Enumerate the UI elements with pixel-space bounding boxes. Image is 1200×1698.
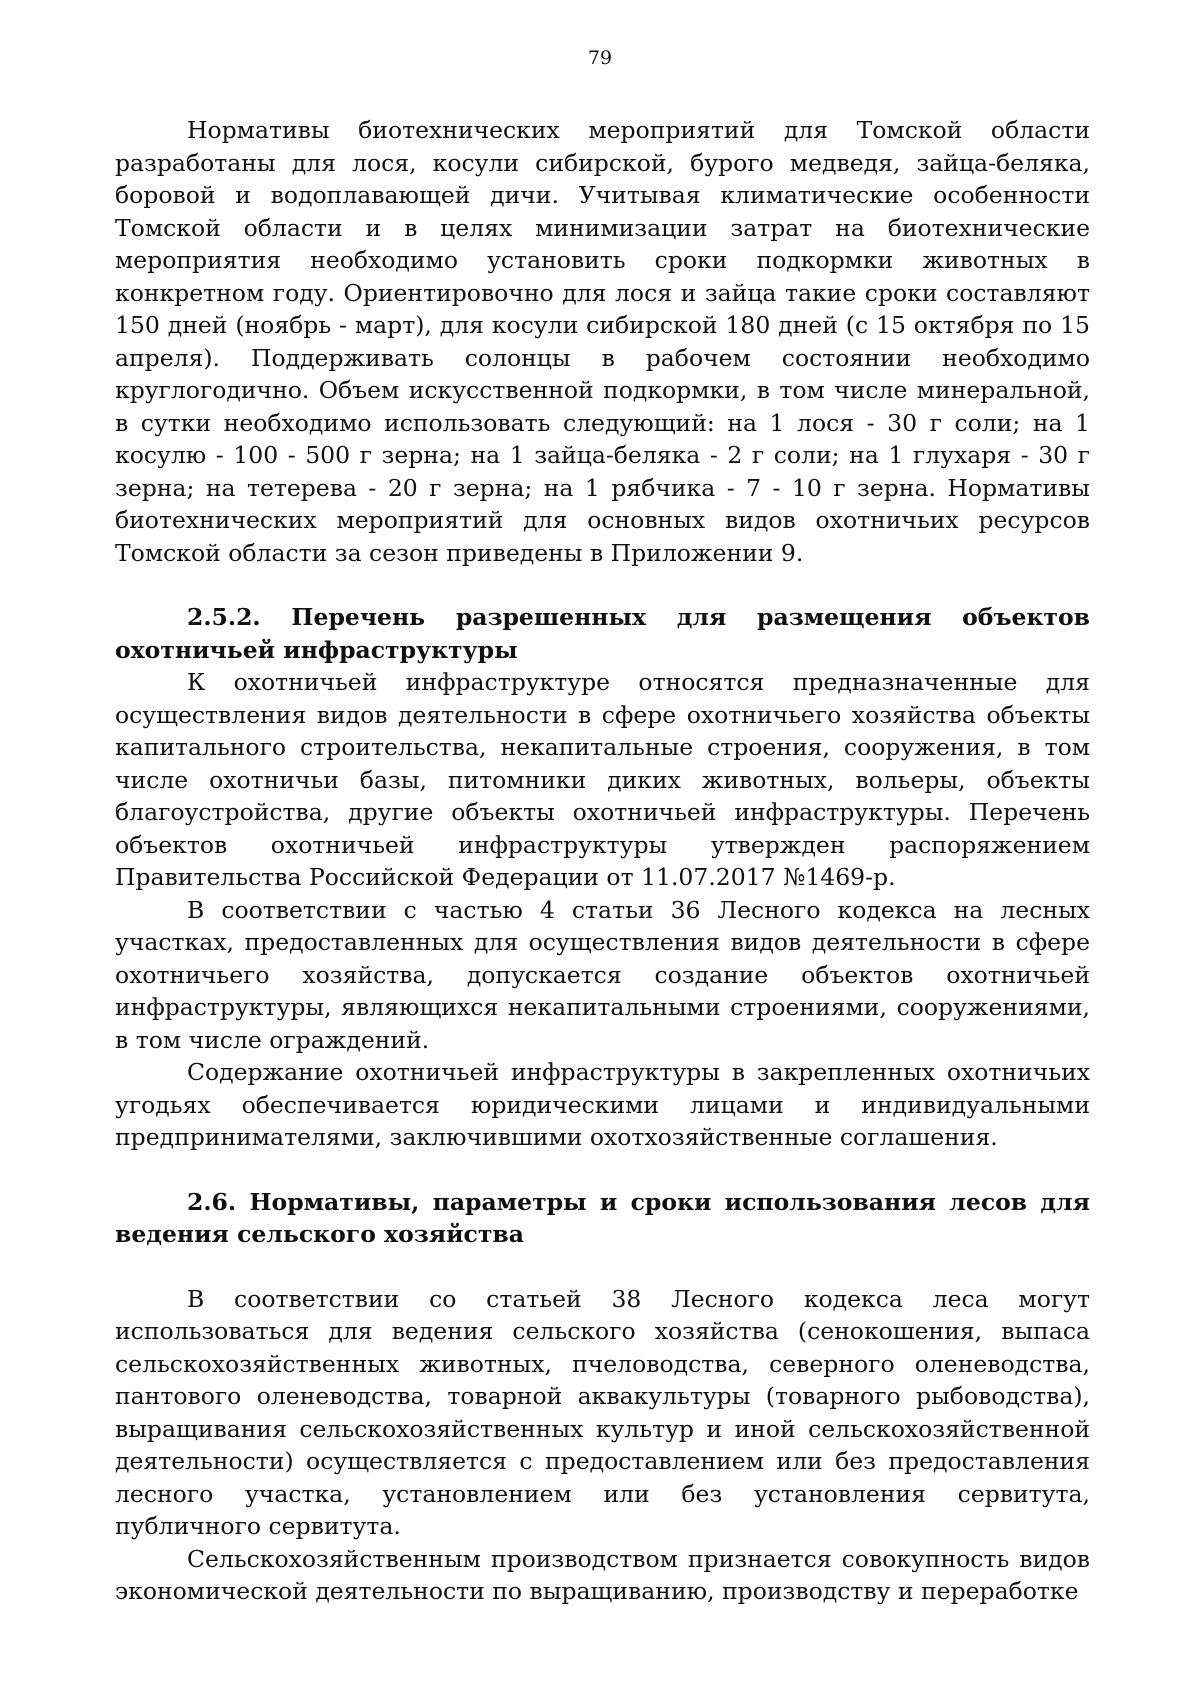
section-heading-2-6: 2.6. Нормативы, параметры и сроки использования лесов для ведения сельского хозяйства — [115, 1187, 1090, 1248]
section-heading-2-5-2: 2.5.2. Перечень разрешенных для размещения объектов охотничьей инфраструктуры — [115, 603, 1090, 664]
paragraph-forest-code-36: В соответствии с частью 4 статьи 36 Лесного кодекса на лесных участках, предоставленных для осуществления видов деятельности в сфере охотничьего хозяйства, допускается создание объектов охотничьей инфраструктуры, являющихся некапитальными строениями, сооружениями, в том числе ограждений. — [115, 895, 1090, 1054]
page-number: 79 — [587, 47, 613, 69]
paragraph-agricultural-production: Сельскохозяйственным производством признается совокупность видов экономической деятельности по выращиванию, производству и переработке — [115, 1544, 1090, 1605]
paragraph-infrastructure-maintenance: Содержание охотничьей инфраструктуры в закрепленных охотничьих угодьях обеспечивается юридическими лицами и индивидуальными предпринимателями, заключившими охотхозяйственные соглашения. — [115, 1058, 1090, 1151]
document-body — [115, 114, 1090, 1608]
paragraph-forest-code-38: В соответствии со статьей 38 Лесного кодекса леса могут использоваться для ведения сельского хозяйства (сенокошения, выпаса сельскохозяйственных животных, пчеловодства, северного оленеводства, пантового оленеводства, товарной аквакультуры (товарного рыбоводства), выращивания сельскохозяйственных культур и иной сельскохозяйственной деятельности) осуществляется с предоставлением или без предоставления лесного участка, установлением или без установления сервитута, публичного сервитута. — [115, 1284, 1090, 1540]
paragraph-biotech-norms: Нормативы биотехнических мероприятий для Томской области разработаны для лося, косули сибирской, бурого медведя, зайца-беляка, боровой и водоплавающей дичи. Учитывая климатические особенности Томской области и в целях минимизации затрат на биотехнические мероприятия необходимо установить сроки подкормки животных в конкретном году. Ориентировочно для лося и зайца такие сроки составляют 150 дней (ноябрь - март), для косули сибирской 180 дней (с 15 октября по 15 апреля). Поддерживать солонцы в рабочем состоянии необходимо круглогодично. Объем искусственной подкормки, в том числе минеральной, в сутки необходимо использовать следующий: на 1 лося - 30 г соли; на 1 косулю - 100 - 500 г зерна; на 1 зайца-беляка - 2 г соли; на 1 глухаря - 30 г зерна; на тетерева - 20 г зерна; на 1 рябчика - 7 - 10 г зерна. Нормативы биотехнических мероприятий для основных видов охотничьих ресурсов Томской области за сезон приведены в Приложении 9. — [115, 116, 1090, 567]
paragraph-infrastructure-definition: К охотничьей инфраструктуре относятся предназначенные для осуществления видов деятельности в сфере охотничьего хозяйства объекты капитального строительства, некапитальные строения, сооружения, в том числе охотничьи базы, питомники диких животных, вольеры, объекты благоустройства, другие объекты охотничьей инфраструктуры. Перечень объектов охотничьей инфраструктуры утвержден распоряжением Правительства Российской Федерации от 11.07.2017 №1469-р. — [115, 668, 1090, 891]
